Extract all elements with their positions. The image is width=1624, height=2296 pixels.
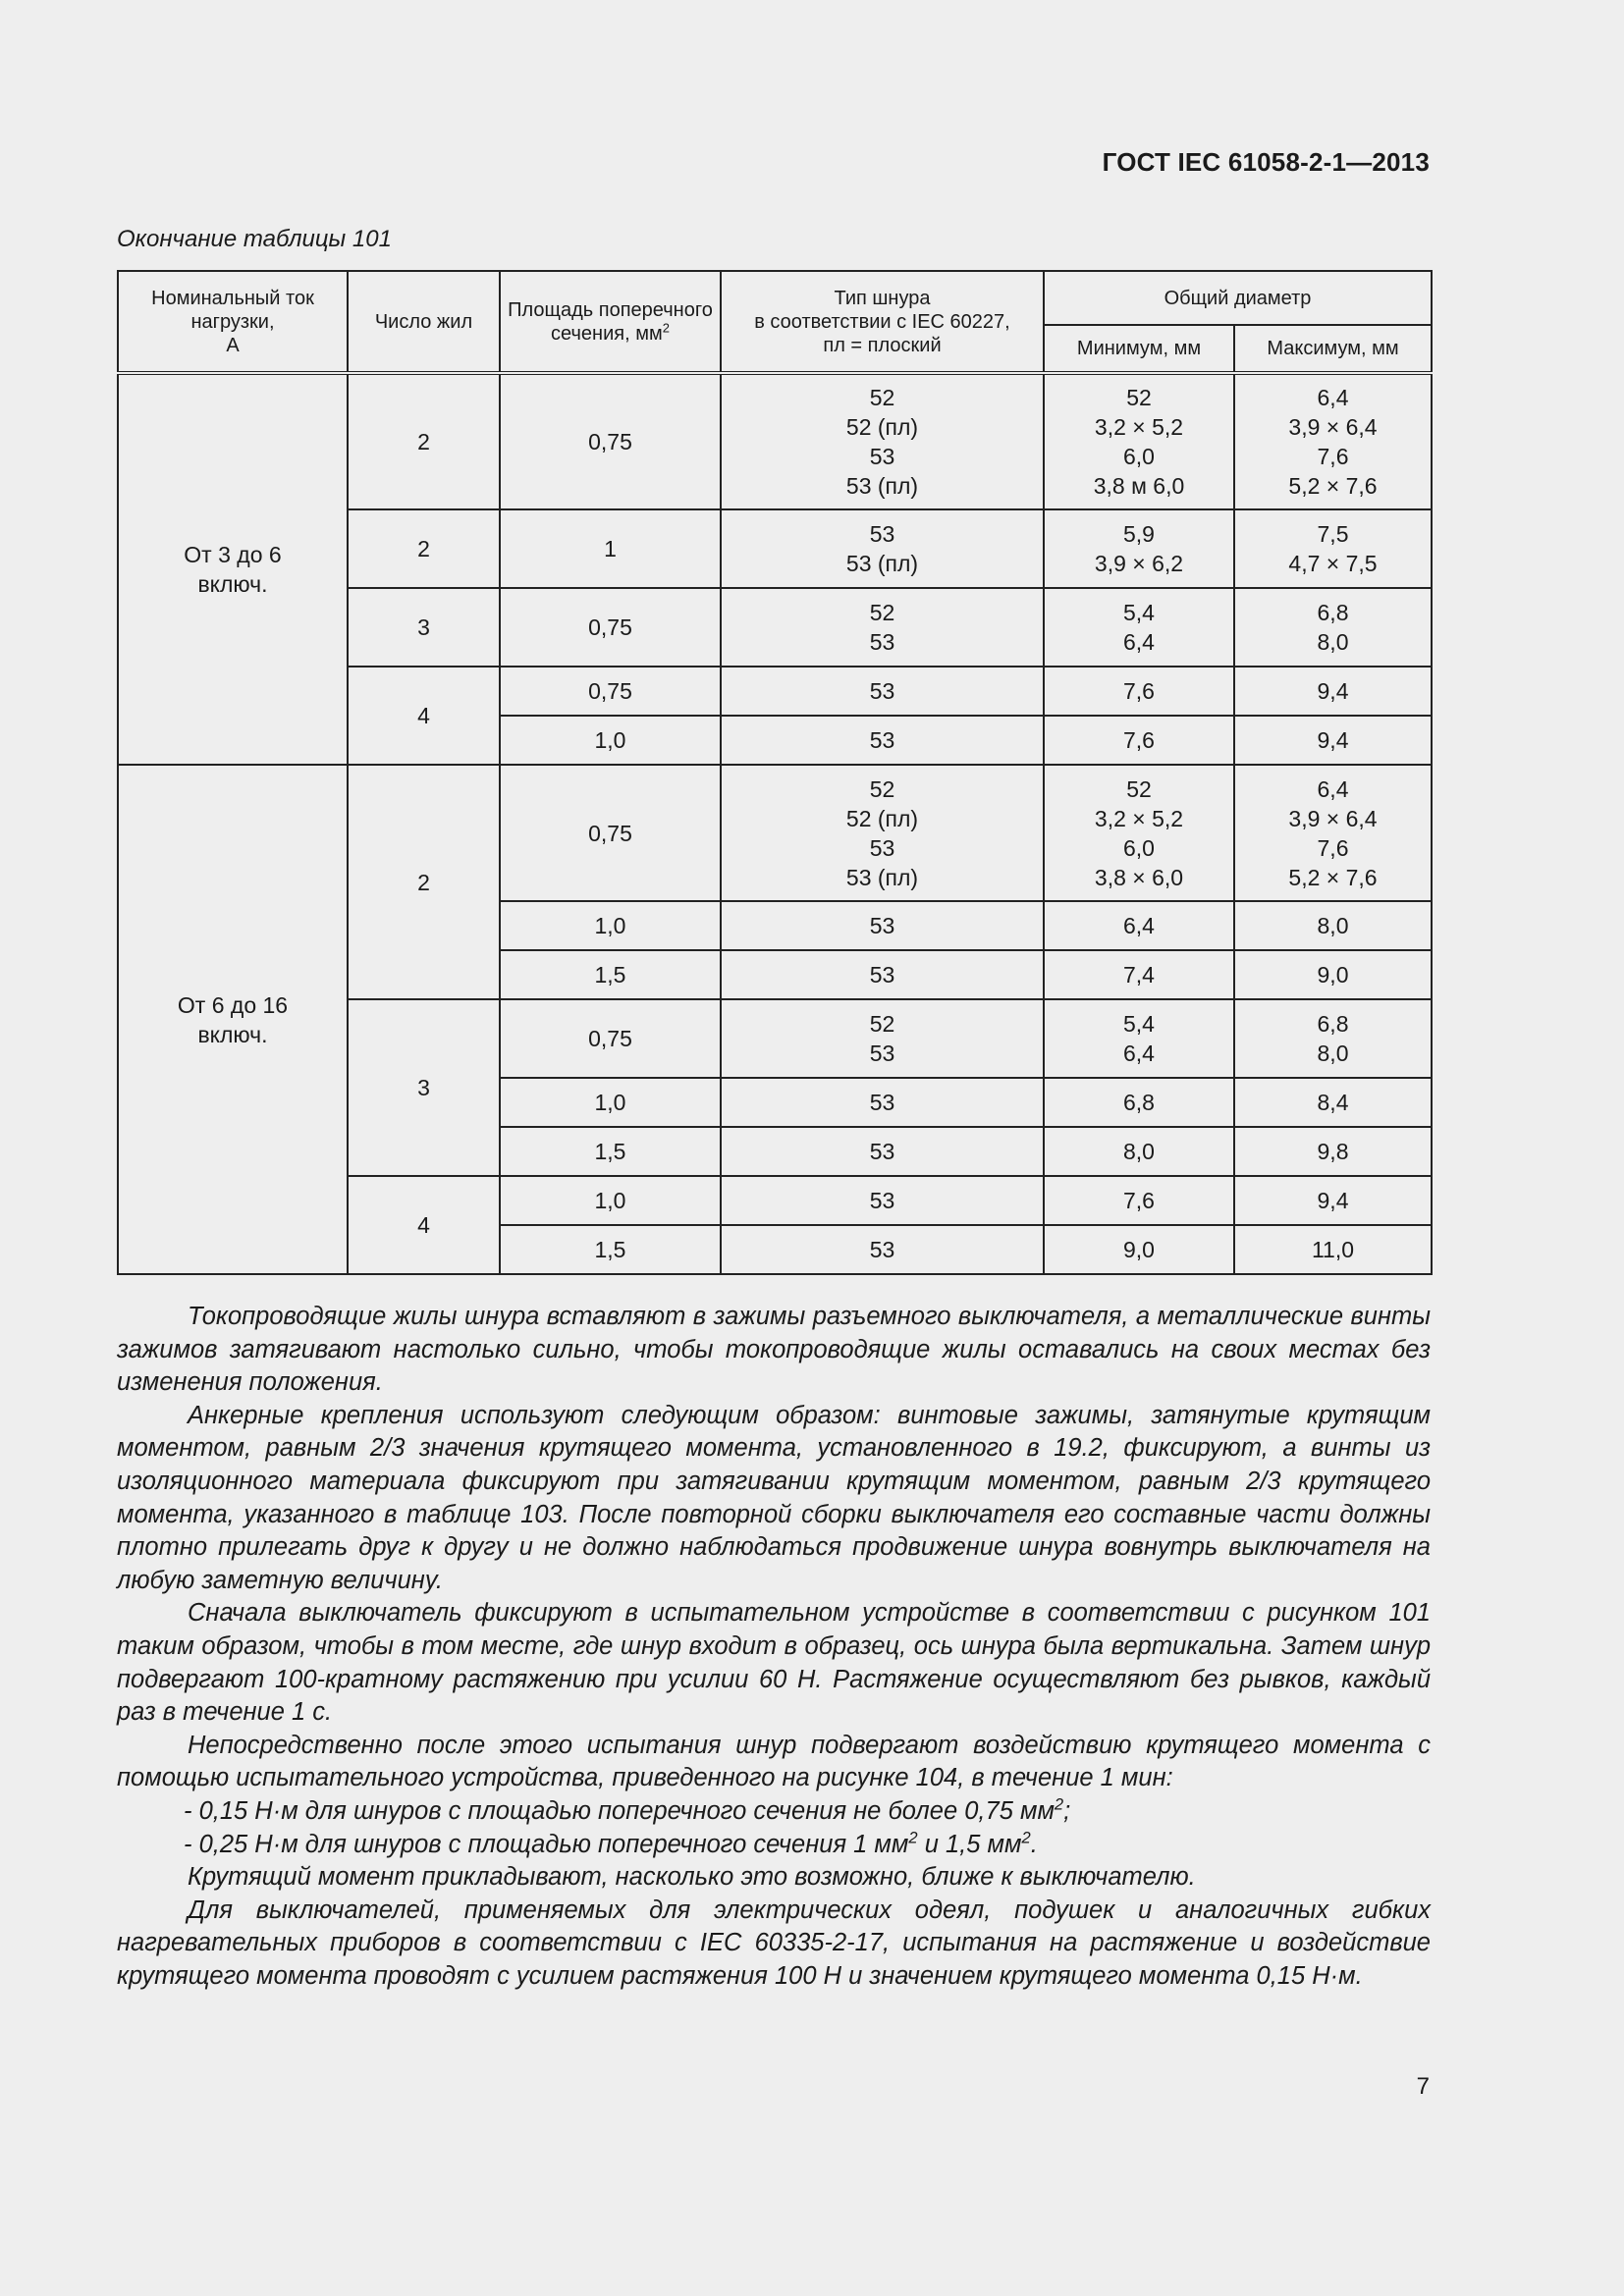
paragraph: Анкерные крепления используют следующим образом: винтовые зажимы, затянутые крутящим моментом, равным 2/3 значения крутящего момента, установленного в 19.2, фиксируют, а винты из изоляционного материала фиксируют при затягивании крутящим моментом, равным 2/3 крутящего момента, указанного в таблице 103. После повторной сборки выключателя его составные части должны плотно прилегать друг к другу и не должно наблюдаться продвижение шнура вовнутрь выключателя на любую заметную величину. [117, 1401, 1431, 1594]
cell-min: 7,6 [1044, 716, 1234, 765]
header-area-text: Площадь поперечного сечения, мм [508, 298, 713, 345]
cell-type: 52 53 [721, 588, 1044, 667]
cell-max: 9,8 [1234, 1127, 1432, 1176]
list-item-text: - 0,15 Н·м для шнуров с площадью поперечного сечения не более 0,75 мм [184, 1796, 1055, 1825]
cell-type: 53 [721, 1127, 1044, 1176]
header-area [500, 271, 721, 373]
cell-min: 5,4 6,4 [1044, 588, 1234, 667]
header-current: Номинальный ток нагрузки, А [118, 271, 348, 373]
list-item [117, 1829, 1431, 1862]
cell-max: 9,0 [1234, 950, 1432, 999]
body-text [117, 1301, 1431, 1993]
cell-max: 9,4 [1234, 716, 1432, 765]
cell-min: 6,4 [1044, 901, 1234, 950]
list-item-text: - 0,25 Н·м для шнуров с площадью поперечного сечения 1 мм [184, 1830, 909, 1858]
document-header: ГОСТ IEC 61058-2-1—2013 [1102, 147, 1430, 177]
cell-type: 52 52 (пл) 53 53 (пл) [721, 765, 1044, 901]
list-item-text: ; [1063, 1796, 1071, 1825]
list-item-text: . [1030, 1830, 1038, 1858]
cell-area: 1,5 [500, 950, 721, 999]
page-number: 7 [1416, 2073, 1430, 2100]
cell-area: 0,75 [500, 765, 721, 901]
cell-area: 1 [500, 509, 721, 588]
cell-type: 53 [721, 667, 1044, 716]
cell-min: 7,6 [1044, 667, 1234, 716]
paragraph: Непосредственно после этого испытания шнур подвергают воздействию крутящего момента с помощью испытательного устройства, приведенного на рисунке 104, в течение 1 мин: [117, 1731, 1431, 1792]
cell-type: 53 53 (пл) [721, 509, 1044, 588]
cell-min: 5,9 3,9 × 6,2 [1044, 509, 1234, 588]
cell-cores: 3 [348, 588, 500, 667]
cell-max: 9,4 [1234, 667, 1432, 716]
cell-cores: 2 [348, 765, 500, 999]
cell-min: 5,4 6,4 [1044, 999, 1234, 1078]
cell-cores: 3 [348, 999, 500, 1176]
cell-cores: 4 [348, 1176, 500, 1274]
table-row [118, 373, 1432, 509]
cell-max: 7,5 4,7 × 7,5 [1234, 509, 1432, 588]
cell-type: 53 [721, 901, 1044, 950]
cell-area: 1,5 [500, 1127, 721, 1176]
table-caption: Окончание таблицы 101 [117, 226, 392, 252]
header-diameter: Общий диаметр [1044, 271, 1432, 325]
cell-max: 11,0 [1234, 1225, 1432, 1274]
cell-cores: 2 [348, 373, 500, 509]
cell-type: 53 [721, 1225, 1044, 1274]
cell-current: От 3 до 6 включ. [118, 373, 348, 765]
cell-area: 1,0 [500, 716, 721, 765]
cell-max: 6,8 8,0 [1234, 999, 1432, 1078]
cell-type: 53 [721, 716, 1044, 765]
table-row [118, 765, 1432, 901]
cell-area: 1,0 [500, 1176, 721, 1225]
header-min: Минимум, мм [1044, 325, 1234, 373]
cell-min: 7,6 [1044, 1176, 1234, 1225]
header-cord-type: Тип шнура в соответствии с IEC 60227, пл = плоский [721, 271, 1044, 373]
cell-max: 6,8 8,0 [1234, 588, 1432, 667]
cell-area: 0,75 [500, 588, 721, 667]
cell-area: 0,75 [500, 373, 721, 509]
cell-area: 0,75 [500, 667, 721, 716]
header-area-sup: 2 [662, 319, 670, 335]
list-item [117, 1795, 1431, 1829]
cord-table [117, 270, 1433, 1275]
cell-max: 6,4 3,9 × 6,4 7,6 5,2 × 7,6 [1234, 765, 1432, 901]
list-item-text: и 1,5 мм [917, 1830, 1022, 1858]
cell-cores: 4 [348, 667, 500, 765]
cell-min: 9,0 [1044, 1225, 1234, 1274]
cell-type: 53 [721, 950, 1044, 999]
cell-min: 8,0 [1044, 1127, 1234, 1176]
cell-min: 6,8 [1044, 1078, 1234, 1127]
cell-type: 52 52 (пл) 53 53 (пл) [721, 373, 1044, 509]
cell-area: 1,0 [500, 901, 721, 950]
cell-area: 0,75 [500, 999, 721, 1078]
paragraph: Токопроводящие жилы шнура вставляют в зажимы разъемного выключателя, а металлические винты зажимов затягивают настолько сильно, чтобы токопроводящие жилы оставались на своих местах без изменения положения. [117, 1303, 1431, 1397]
cell-min: 52 3,2 × 5,2 6,0 3,8 × 6,0 [1044, 765, 1234, 901]
cell-area: 1,5 [500, 1225, 721, 1274]
cell-cores: 2 [348, 509, 500, 588]
cell-current: От 6 до 16 включ. [118, 765, 348, 1274]
cell-type: 53 [721, 1078, 1044, 1127]
superscript: 2 [1054, 1794, 1064, 1814]
header-cores: Число жил [348, 271, 500, 373]
cell-max: 6,4 3,9 × 6,4 7,6 5,2 × 7,6 [1234, 373, 1432, 509]
header-max: Максимум, мм [1234, 325, 1432, 373]
paragraph: Крутящий момент прикладывают, насколько это возможно, ближе к выключателю. [188, 1863, 1196, 1892]
cell-max: 9,4 [1234, 1176, 1432, 1225]
cell-min: 7,4 [1044, 950, 1234, 999]
paragraph: Сначала выключатель фиксируют в испытательном устройстве в соответствии с рисунком 101 таким образом, чтобы в том месте, где шнур входит в образец, ось шнура была вертикальна. Затем шнур подвергают 100-кратному растяжению при усилии 60 Н. Растяжение осуществляют без рывков, каждый раз в течение 1 с. [117, 1599, 1431, 1727]
cell-min: 52 3,2 × 5,2 6,0 3,8 м 6,0 [1044, 373, 1234, 509]
cell-type: 52 53 [721, 999, 1044, 1078]
paragraph: Для выключателей, применяемых для электрических одеял, подушек и аналогичных гибких нагревательных приборов в соответствии с IEC 60335-2-17, испытания на растяжение и воздействие крутящего момента проводят с усилием растяжения 100 Н и значением крутящего момента 0,15 Н·м. [117, 1896, 1431, 1990]
superscript: 2 [908, 1828, 918, 1846]
cell-type: 53 [721, 1176, 1044, 1225]
cell-max: 8,4 [1234, 1078, 1432, 1127]
superscript: 2 [1021, 1828, 1031, 1846]
cell-area: 1,0 [500, 1078, 721, 1127]
cell-max: 8,0 [1234, 901, 1432, 950]
